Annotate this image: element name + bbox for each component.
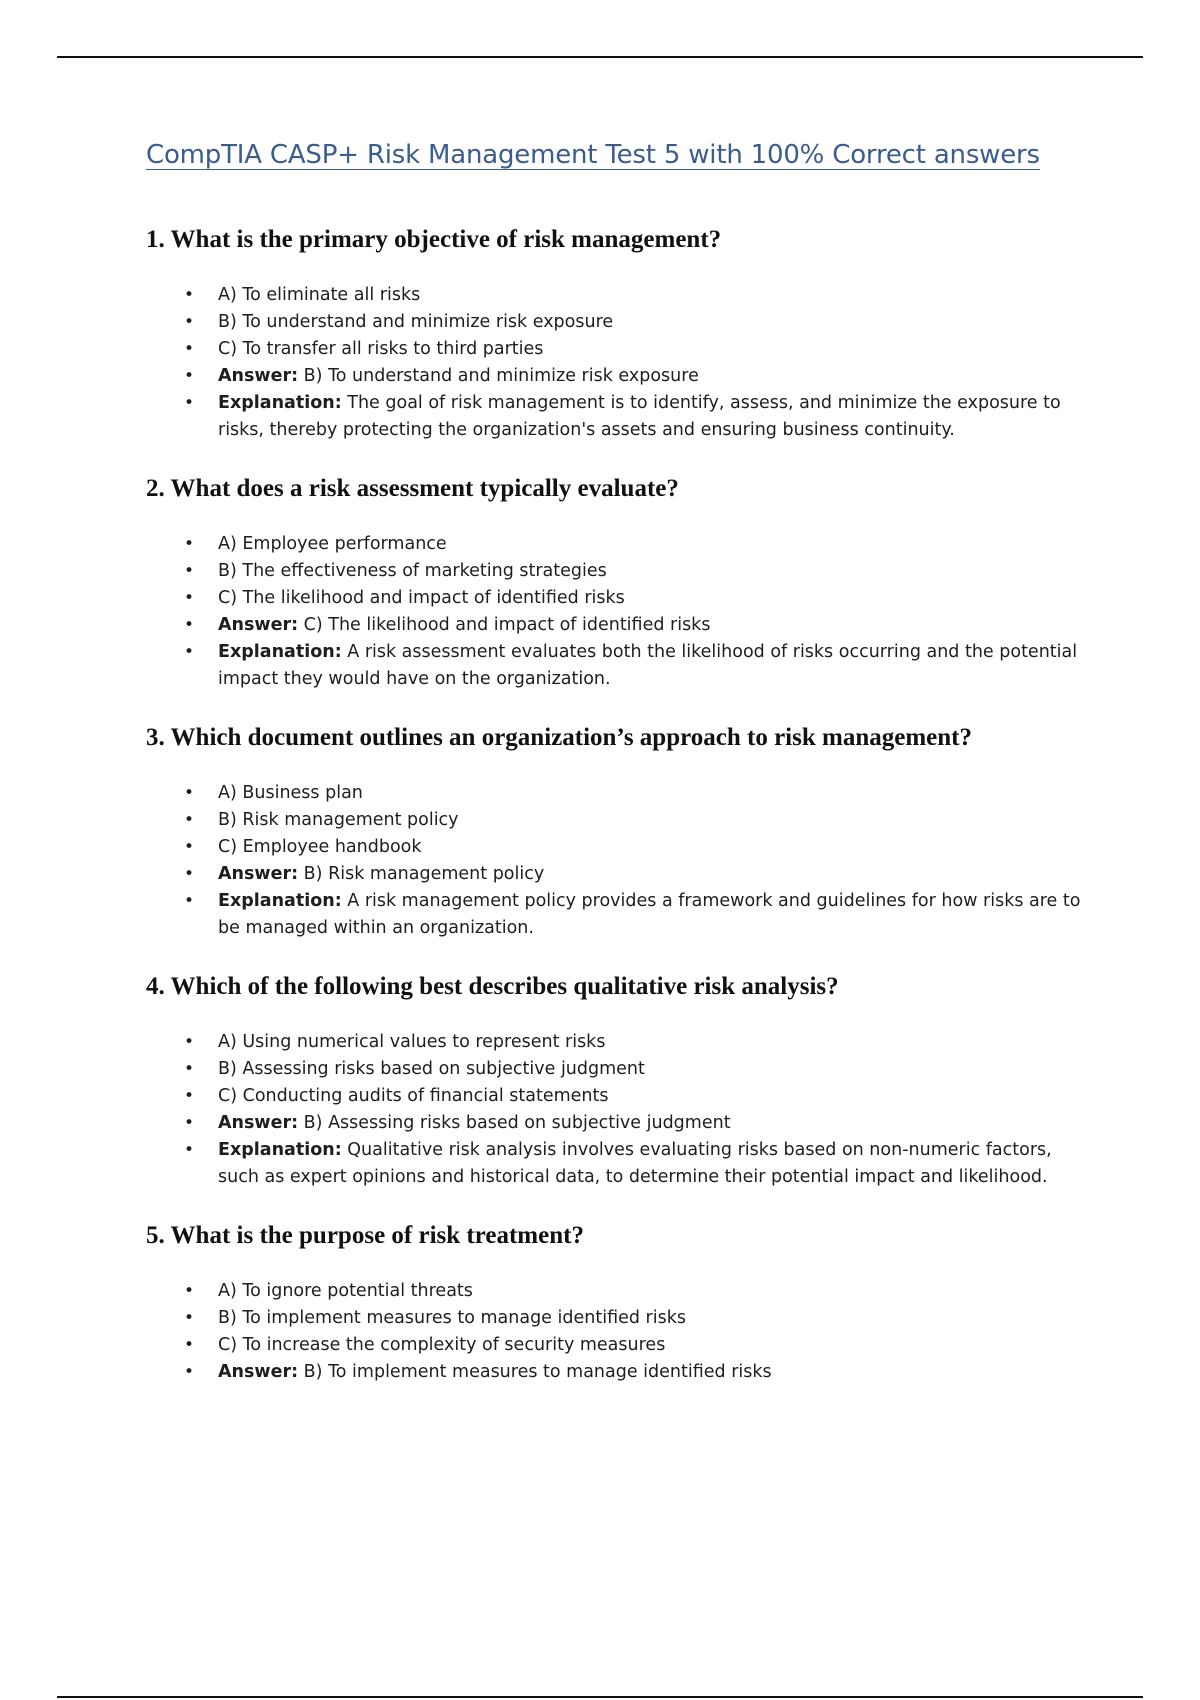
answer-line xyxy=(184,1110,1096,1137)
document-body xyxy=(146,140,1096,1417)
bullet-icon: • xyxy=(184,1113,195,1133)
option-c: • C) Employee handbook xyxy=(218,834,1096,861)
answer-text: B) To implement measures to manage identified risks xyxy=(303,1362,772,1382)
bullet-icon: • xyxy=(184,588,195,608)
question-5 xyxy=(146,1222,1096,1386)
bullet-icon: • xyxy=(184,285,195,305)
question-4 xyxy=(146,973,1096,1191)
answer-line xyxy=(184,363,1096,390)
explanation-line xyxy=(184,888,1096,942)
explanation-line xyxy=(184,390,1096,444)
bullet-icon: • xyxy=(184,1086,195,1106)
bullet-icon: • xyxy=(184,561,195,581)
bullet-icon: • xyxy=(184,1032,195,1052)
option-b: • B) Risk management policy xyxy=(218,807,1096,834)
option-a: • A) To eliminate all risks xyxy=(218,282,1096,309)
option-c: • C) To increase the complexity of security measures xyxy=(218,1332,1096,1359)
answer-label: Answer: xyxy=(218,864,299,884)
answer-text: C) The likelihood and impact of identified risks xyxy=(303,615,711,635)
question-heading: 2. What does a risk assessment typically evaluate? xyxy=(146,475,679,502)
answer-line xyxy=(184,1359,1096,1386)
bullet-icon: • xyxy=(184,615,195,635)
option-a: • A) Using numerical values to represent risks xyxy=(218,1029,1096,1056)
option-c: • C) Conducting audits of financial statements xyxy=(218,1083,1096,1110)
answer-line xyxy=(184,612,1096,639)
bullet-icon: • xyxy=(184,810,195,830)
bullet-icon: • xyxy=(184,1335,195,1355)
answer-label: Answer: xyxy=(218,366,299,386)
question-3 xyxy=(146,724,1096,942)
question-2 xyxy=(146,475,1096,693)
option-c: • C) To transfer all risks to third parties xyxy=(218,336,1096,363)
explanation-label: Explanation: xyxy=(218,1140,342,1160)
question-heading: 5. What is the purpose of risk treatment? xyxy=(146,1222,584,1249)
question-heading: 3. Which document outlines an organization’s approach to risk management? xyxy=(146,724,972,751)
top-rule xyxy=(57,56,1143,58)
option-a: • A) Employee performance xyxy=(218,531,1096,558)
answer-label: Answer: xyxy=(218,1362,299,1382)
bullet-icon: • xyxy=(184,837,195,857)
bullet-icon: • xyxy=(184,1308,195,1328)
question-heading: 1. What is the primary objective of risk management? xyxy=(146,226,722,253)
explanation-line xyxy=(184,1137,1096,1191)
bullet-icon: • xyxy=(184,1059,195,1079)
option-b: • B) Assessing risks based on subjective judgment xyxy=(218,1056,1096,1083)
explanation-text: A risk management policy provides a framework and guidelines for how risks are to be managed within an organization. xyxy=(218,891,1081,938)
bullet-icon: • xyxy=(184,339,195,359)
bullet-icon: • xyxy=(184,1362,195,1382)
explanation-label: Explanation: xyxy=(218,393,342,413)
option-b: • B) To implement measures to manage identified risks xyxy=(218,1305,1096,1332)
explanation-text: The goal of risk management is to identify, assess, and minimize the exposure to risks, thereby protecting the organization's assets and ensuring business continuity. xyxy=(218,393,1061,440)
bullet-icon: • xyxy=(184,534,195,554)
answer-label: Answer: xyxy=(218,1113,299,1133)
explanation-text: A risk assessment evaluates both the likelihood of risks occurring and the potential impact they would have on the organization. xyxy=(218,642,1078,689)
explanation-label: Explanation: xyxy=(218,642,342,662)
bullet-icon: • xyxy=(184,312,195,332)
option-list xyxy=(146,780,1096,942)
bullet-icon: • xyxy=(184,642,195,662)
document-title: CompTIA CASP+ Risk Management Test 5 with 100% Correct answers xyxy=(146,140,1040,170)
bullet-icon: • xyxy=(184,393,195,413)
option-a: • A) To ignore potential threats xyxy=(218,1278,1096,1305)
bottom-rule xyxy=(57,1696,1143,1698)
option-c: • C) The likelihood and impact of identified risks xyxy=(218,585,1096,612)
option-list xyxy=(146,1029,1096,1191)
bullet-icon: • xyxy=(184,891,195,911)
option-list xyxy=(146,282,1096,444)
bullet-icon: • xyxy=(184,366,195,386)
answer-label: Answer: xyxy=(218,615,299,635)
option-b: • B) The effectiveness of marketing strategies xyxy=(218,558,1096,585)
answer-text: B) Assessing risks based on subjective judgment xyxy=(303,1113,731,1133)
option-b: • B) To understand and minimize risk exposure xyxy=(218,309,1096,336)
explanation-text: Qualitative risk analysis involves evaluating risks based on non-numeric factors, such as expert opinions and historical data, to determine their potential impact and likelihood. xyxy=(218,1140,1052,1187)
answer-line xyxy=(184,861,1096,888)
option-list xyxy=(146,531,1096,693)
option-list xyxy=(146,1278,1096,1386)
question-heading: 4. Which of the following best describes qualitative risk analysis? xyxy=(146,973,839,1000)
bullet-icon: • xyxy=(184,1140,195,1160)
explanation-line xyxy=(184,639,1096,693)
answer-text: B) To understand and minimize risk exposure xyxy=(303,366,699,386)
bullet-icon: • xyxy=(184,864,195,884)
question-1 xyxy=(146,226,1096,444)
option-a: • A) Business plan xyxy=(218,780,1096,807)
bullet-icon: • xyxy=(184,1281,195,1301)
bullet-icon: • xyxy=(184,783,195,803)
answer-text: B) Risk management policy xyxy=(303,864,545,884)
explanation-label: Explanation: xyxy=(218,891,342,911)
